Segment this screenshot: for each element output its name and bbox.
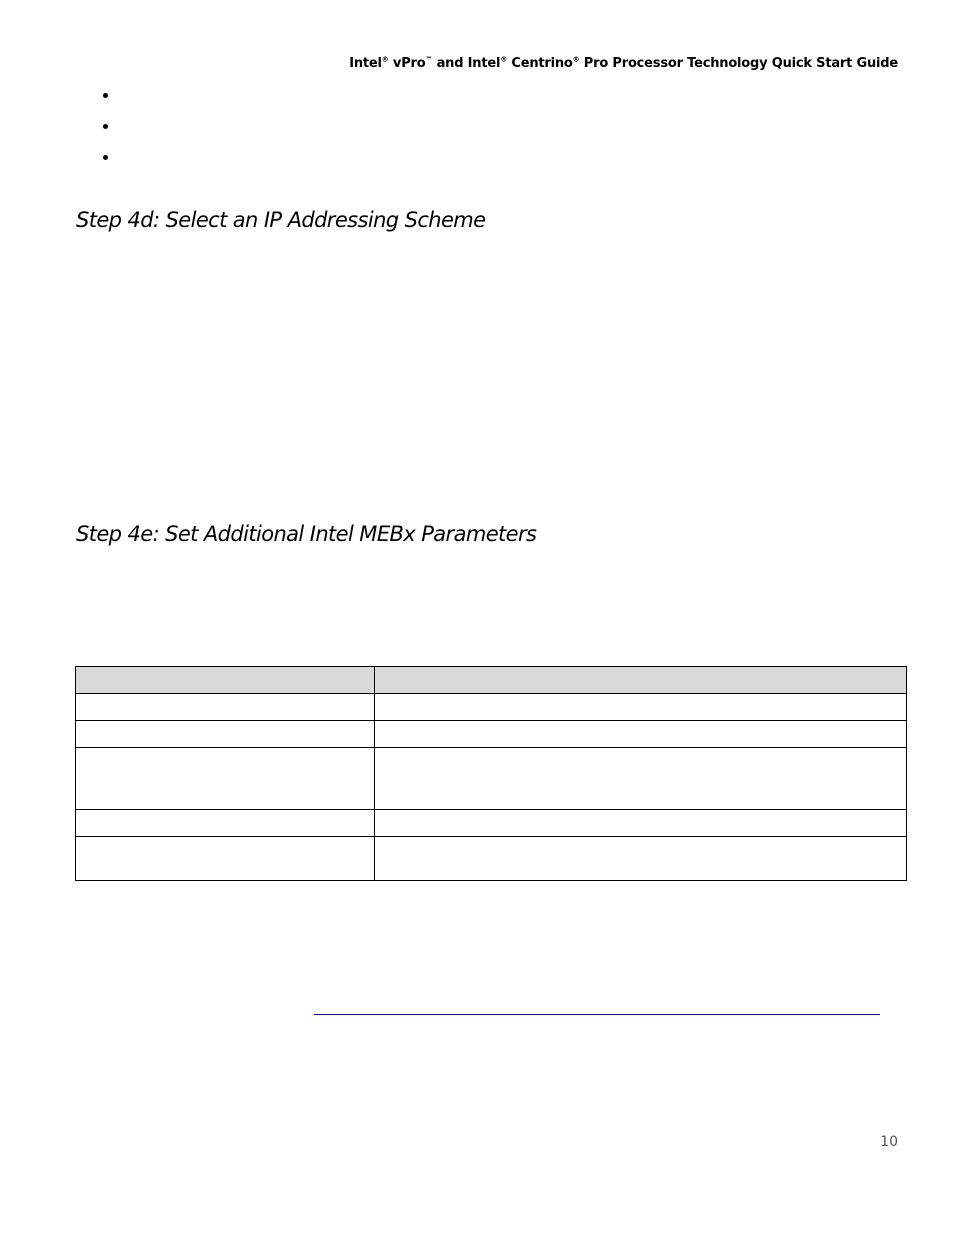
table-cell [76,721,375,748]
table-cell [375,837,907,881]
table-cell [76,810,375,837]
table-cell [375,721,907,748]
mebx-parameters-table [75,666,907,881]
bullet-icon [103,155,108,160]
table-row [76,694,907,721]
table-cell [375,810,907,837]
bullet-icon [103,124,108,129]
bullet-icon [103,93,108,98]
table-cell [375,694,907,721]
section-heading-step4e: Step 4e: Set Additional Intel MEBx Parameters [76,522,537,546]
table-cell [76,837,375,881]
table-cell [375,748,907,810]
page-number: 10 [880,1134,898,1150]
table-header-cell [375,667,907,694]
section-heading-step4d: Step 4d: Select an IP Addressing Scheme [76,208,486,232]
table-row [76,810,907,837]
table-cell [76,694,375,721]
table-header-row [76,667,907,694]
table-cell [76,748,375,810]
table-row [76,748,907,810]
table-row [76,721,907,748]
hyperlink-underline[interactable] [314,1014,880,1015]
table-row [76,837,907,881]
table-header-cell [76,667,375,694]
running-header: Intel® vPro™ and Intel® Centrino® Pro Processor Technology Quick Start Guide [349,55,898,71]
